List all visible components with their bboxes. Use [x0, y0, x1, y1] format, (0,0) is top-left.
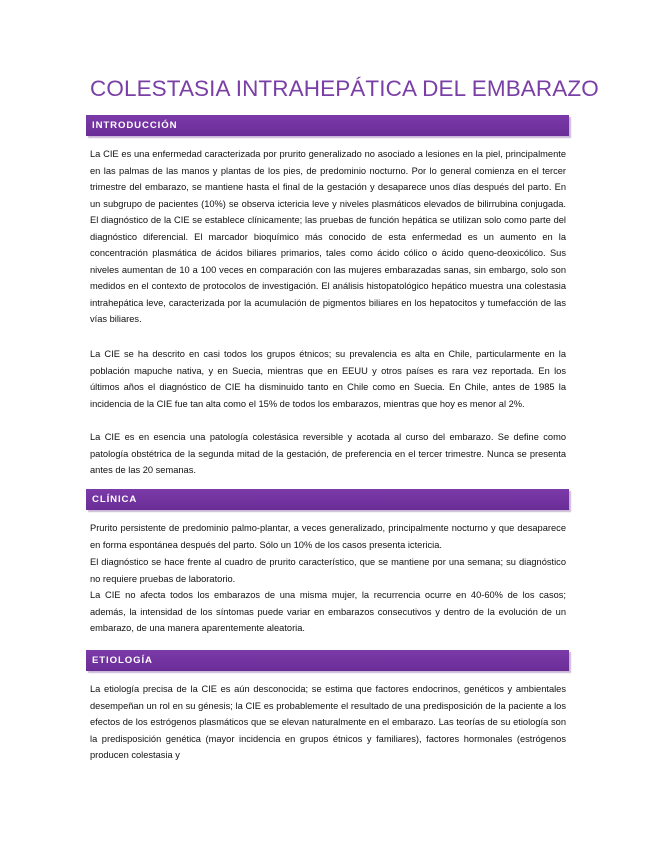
paragraph-intro-3: La CIE es en esencia una patología colestásica reversible y acotada al curso del embarazo. Se define como patología obstétrica de la segunda mitad de la gestación, de preferencia en el tercer trimestre. Nunca se presenta antes de las 20 semanas.	[90, 432, 566, 475]
page-title: COLESTASIA INTRAHEPÁTICA DEL EMBARAZO	[90, 76, 599, 101]
paragraph-etiologia-1: La etiología precisa de la CIE es aún desconocida; se estima que factores endocrinos, genéticos y ambientales desempeñan un rol en su génesis; la CIE es probablemente el resultado de una predisposición de la paciente a los efectos de los estrógenos plasmáticos que se elevan naturalmente en el embarazo. Las teorías de su etiología son la predisposición genética (mayor incidencia en grupos étnicos y familiares), factores hormonales (estrógenos producen colestasia y	[90, 684, 566, 760]
section-heading-introduccion: INTRODUCCIÓN	[86, 115, 569, 136]
paragraph-clinica-2: El diagnóstico se hace frente al cuadro de prurito característico, que se mantiene por una semana; su diagnóstico no requiere pruebas de laboratorio.	[90, 557, 566, 584]
paragraph-intro-1: La CIE es una enfermedad caracterizada por prurito generalizado no asociado a lesiones en la piel, principalmente en las palmas de las manos y plantas de los pies, de predominio nocturno. Por lo general comienza en el tercer trimestre del embarazo, se mantiene hasta el final de la gestación y desaparece unos días después del parto. En un subgrupo de pacientes (10%) se observa ictericia leve y niveles plasmáticos elevados de bilirrubina conjugada. El diagnóstico de la CIE se establece clínicamente; las pruebas de función hepática se utilizan solo como parte del diagnóstico diferencial. El marcador bioquímico más conocido de esta enfermedad es un aumento en la concentración plasmática de ácidos biliares primarios, tales como ácido cólico o ácido queno-deoxicólico. Sus niveles aumentan de 10 a 100 veces en comparación con las mujeres embarazadas sanas, sin embargo, solo son medidos en el contexto de protocolos de investigación. El análisis histopatológico hepático muestra una colestasia intrahepática leve, caracterizada por la acumulación de pigmentos biliares en los hepatocitos y tumefacción de las vías biliares.	[90, 149, 566, 324]
section-heading-clinica: CLÍNICA	[86, 489, 569, 510]
paragraph-clinica-1: Prurito persistente de predominio palmo-plantar, a veces generalizado, principalmente nocturno y que desaparece en forma espontánea después del parto. Sólo un 10% de los casos presenta ictericia.	[90, 523, 566, 550]
section-heading-etiologia: ETIOLOGÍA	[86, 650, 569, 671]
paragraph-intro-2: La CIE se ha descrito en casi todos los grupos étnicos; su prevalencia es alta en Chile, particularmente en la población mapuche nativa, y en Suecia, mientras que en EEUU y otros países es rara vez reportada. En los últimos años el diagnóstico de CIE ha disminuido tanto en Chile como en Suecia. En Chile, antes de 1985 la incidencia de la CIE fue tan alta como el 15% de todos los embarazos, mientras que hoy es menor al 2%.	[90, 349, 566, 409]
paragraph-clinica-3: La CIE no afecta todos los embarazos de una misma mujer, la recurrencia ocurre en 40-60% de los casos; además, la intensidad de los síntomas puede variar en embarazos consecutivos y dentro de la evolución de un embarazo, de una manera aparentemente aleatoria.	[90, 590, 566, 633]
